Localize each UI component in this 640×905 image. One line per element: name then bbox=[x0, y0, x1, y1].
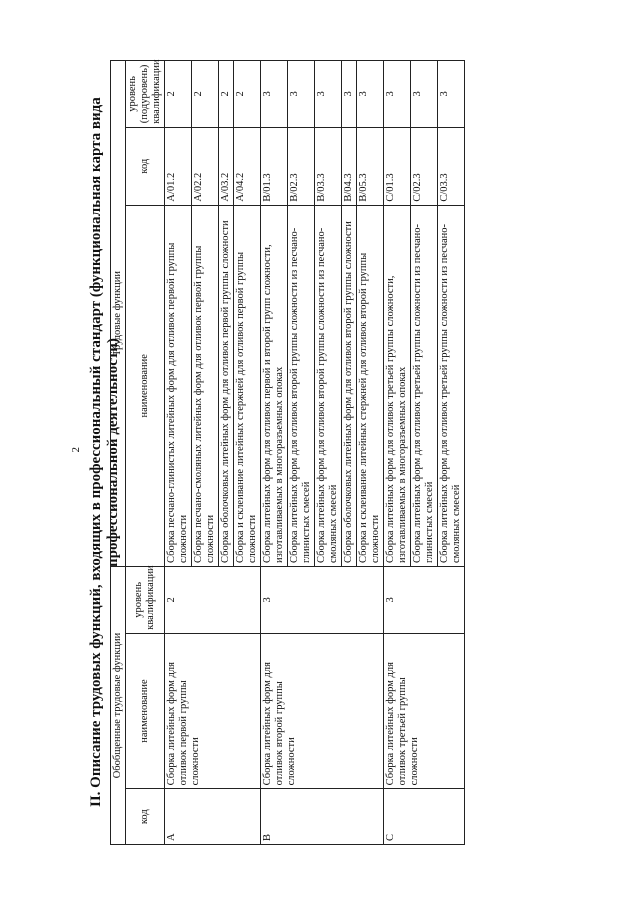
function-code: B/01.3 bbox=[261, 127, 288, 205]
function-name: Сборка песчано-смоляных литейных форм для отливок первой группы сложности bbox=[192, 205, 219, 566]
function-name: Сборка песчано-глинистых литейных форм для отливок первой группы сложности bbox=[165, 205, 192, 566]
group-level: 3 bbox=[261, 567, 384, 634]
table-row bbox=[261, 61, 288, 845]
function-name: Сборка литейных форм для отливок третьей группы сложности из песчано-глинистых смесей bbox=[411, 205, 438, 566]
page-number: 2 bbox=[70, 447, 82, 453]
function-name: Сборка и склеивание литейных стержней для отливок первой группы сложности bbox=[234, 205, 261, 566]
function-level: 3 bbox=[342, 61, 357, 128]
function-name: Сборка и склеивание литейных стержней для отливок второй группы сложности bbox=[357, 205, 384, 566]
function-level: 3 bbox=[261, 61, 288, 128]
function-name: Сборка литейных форм для отливок первой и второй групп сложности, изготавливаемых в многоразъемных опоках bbox=[261, 205, 288, 566]
function-name: Сборка оболочковых литейных форм для отливок первой группы сложности bbox=[219, 205, 234, 566]
function-name: Сборка оболочковых литейных форм для отливок второй группы сложности bbox=[342, 205, 357, 566]
group-code: A bbox=[165, 789, 261, 845]
page-title-line1: II. Описание трудовых функций, входящих в профессиональный стандарт (функциональная карта вида bbox=[88, 97, 104, 808]
page-title-line2: профессиональной деятельности) bbox=[105, 338, 121, 567]
sublevel-header: уровень (подуровень) квалификации bbox=[126, 61, 165, 128]
table-row bbox=[384, 61, 411, 845]
function-code: B/02.3 bbox=[288, 127, 315, 205]
function-code-header: код bbox=[126, 127, 165, 205]
function-code: A/01.2 bbox=[165, 127, 192, 205]
function-level: 3 bbox=[288, 61, 315, 128]
labor-header: Трудовые функции bbox=[111, 61, 126, 567]
function-code: A/03.2 bbox=[219, 127, 234, 205]
group-level: 3 bbox=[384, 567, 465, 634]
group-name: Сборка литейных форм для отливок второй группы сложности bbox=[261, 633, 384, 789]
function-level: 2 bbox=[165, 61, 192, 128]
table-row bbox=[165, 61, 192, 845]
code-header: код bbox=[126, 789, 165, 845]
function-name: Сборка литейных форм для отливок третьей группы сложности из песчано-смоляных смесей bbox=[438, 205, 465, 566]
function-code: A/02.2 bbox=[192, 127, 219, 205]
function-level: 3 bbox=[384, 61, 411, 128]
function-level: 2 bbox=[219, 61, 234, 128]
function-code: B/03.3 bbox=[315, 127, 342, 205]
function-level: 3 bbox=[357, 61, 384, 128]
group-level: 2 bbox=[165, 567, 261, 634]
function-name: Сборка литейных форм для отливок второй группы сложности из песчано-глинистых смесей bbox=[288, 205, 315, 566]
group-name: Сборка литейных форм для отливок третьей группы сложности bbox=[384, 633, 465, 789]
function-code: B/04.3 bbox=[342, 127, 357, 205]
level-header: уровень квалификации bbox=[126, 567, 165, 634]
function-code: C/01.3 bbox=[384, 127, 411, 205]
function-code: C/03.3 bbox=[438, 127, 465, 205]
group-code: B bbox=[261, 789, 384, 845]
functional-map bbox=[110, 60, 565, 845]
function-name-header: наименование bbox=[126, 205, 165, 566]
generalized-header: Обобщенные трудовые функции bbox=[111, 567, 126, 845]
function-level: 3 bbox=[315, 61, 342, 128]
name-header: наименование bbox=[126, 633, 165, 789]
function-level: 2 bbox=[234, 61, 261, 128]
function-level: 3 bbox=[438, 61, 465, 128]
function-code: A/04.2 bbox=[234, 127, 261, 205]
group-code: C bbox=[384, 789, 465, 845]
function-name: Сборка литейных форм для отливок третьей группы сложности, изготавливаемых в многоразъемных опоках bbox=[384, 205, 411, 566]
function-level: 3 bbox=[411, 61, 438, 128]
function-level: 2 bbox=[192, 61, 219, 128]
function-code: C/02.3 bbox=[411, 127, 438, 205]
function-code: B/05.3 bbox=[357, 127, 384, 205]
function-name: Сборка литейных форм для отливок второй группы сложности из песчано-смоляных смесей bbox=[315, 205, 342, 566]
group-name: Сборка литейных форм для отливок первой группы сложности bbox=[165, 633, 261, 789]
functions-table bbox=[110, 60, 465, 845]
